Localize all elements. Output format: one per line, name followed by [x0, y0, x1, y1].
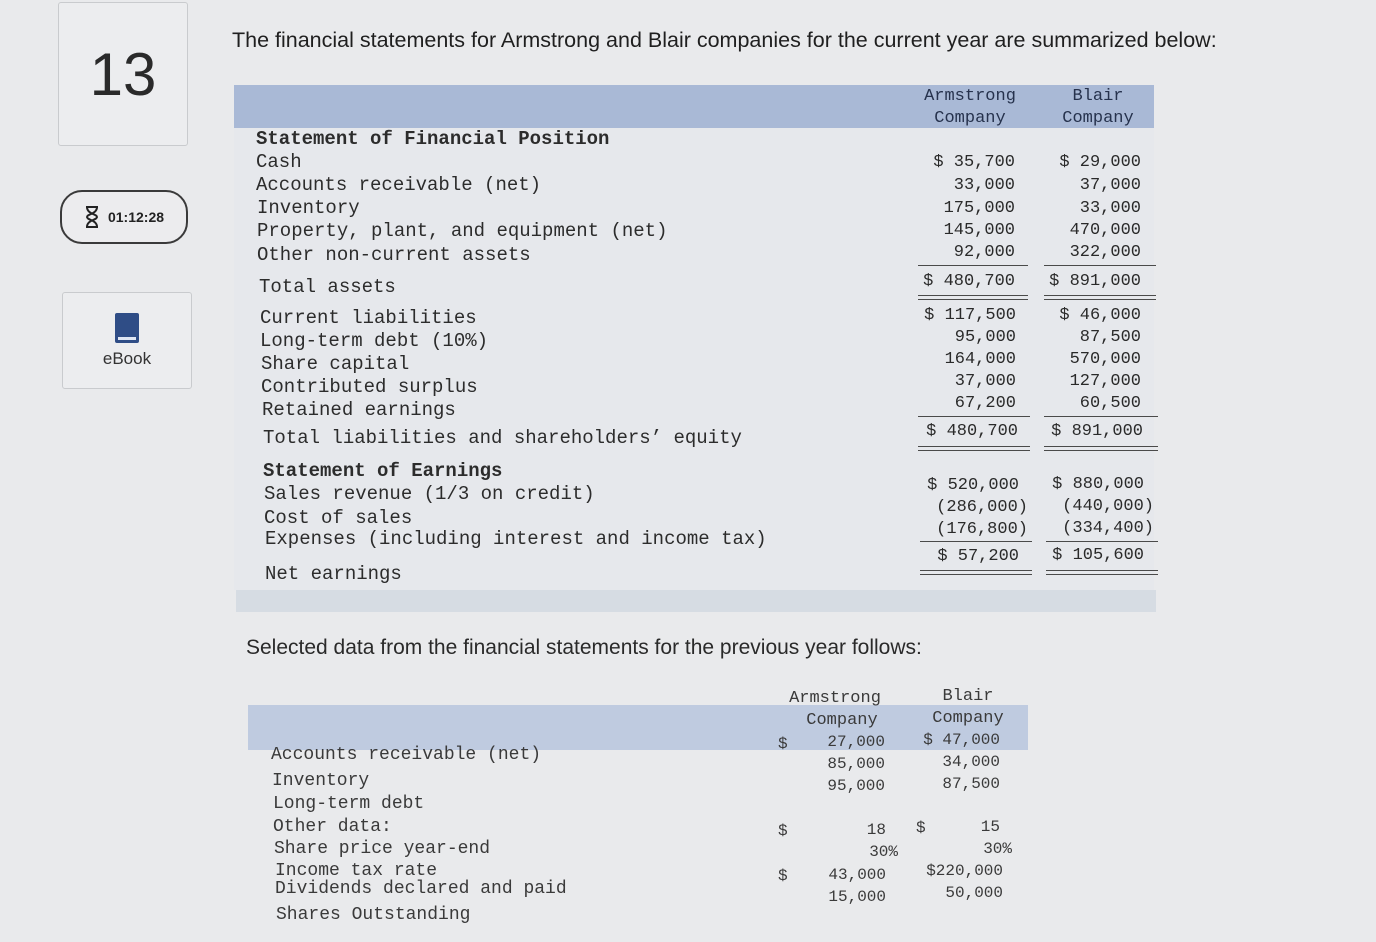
armstrong-value: (286,000)	[936, 498, 1028, 517]
blair-value: 34,000	[942, 753, 1000, 771]
blair-value: (440,000)	[1062, 497, 1154, 516]
armstrong-value: 18	[866, 821, 886, 839]
row-label: Share capital	[261, 353, 410, 375]
row-label: Inventory	[272, 771, 370, 791]
total-double-rule	[918, 446, 1030, 451]
armstrong-value: 43,000	[828, 866, 886, 884]
book-icon	[115, 313, 139, 343]
subtotal-rule	[920, 541, 1032, 542]
blair-value: 322,000	[1069, 243, 1141, 262]
blair-value: $220,000	[926, 862, 1003, 880]
armstrong-value: 85,000	[827, 755, 885, 773]
row-label: Share price year-end	[274, 839, 491, 859]
armstrong-value: 175,000	[943, 199, 1015, 218]
row-label: Contributed surplus	[261, 376, 478, 398]
row-label: Shares Outstanding	[276, 905, 471, 925]
section-title-sfp: Statement of Financial Position	[256, 128, 610, 150]
subtotal-rule	[918, 416, 1030, 417]
row-label: Accounts receivable (net)	[256, 174, 542, 196]
previous-year-heading: Selected data from the financial statements for the previous year follows:	[246, 636, 922, 659]
row-label: Property, plant, and equipment (net)	[257, 220, 668, 242]
col-header-blair: Blair Company	[932, 687, 1004, 728]
blair-value: $ 29,000	[1059, 153, 1141, 172]
blair-value: 470,000	[1069, 221, 1141, 240]
timer-value: 01:12:28	[107, 209, 165, 225]
dollar-sign: $	[916, 819, 926, 837]
total-double-rule	[1044, 295, 1156, 300]
total-double-rule	[1044, 446, 1158, 451]
blair-value: $ 47,000	[923, 731, 1000, 749]
row-label: Long-term debt (10%)	[260, 330, 489, 352]
section-title-soe: Statement of Earnings	[263, 460, 503, 482]
blair-value: $ 105,600	[1052, 546, 1144, 565]
armstrong-value: 67,200	[954, 394, 1016, 413]
timer[interactable]	[60, 190, 188, 244]
blair-value: 60,500	[1079, 394, 1141, 413]
col-header-armstrong: Armstrong Company	[924, 87, 1016, 128]
blair-value: 570,000	[1069, 350, 1141, 369]
row-label: Retained earnings	[262, 399, 456, 421]
ebook-button[interactable]	[62, 292, 192, 389]
row-label: Income tax rate	[275, 861, 438, 881]
armstrong-value: 145,000	[943, 221, 1015, 240]
row-label: Expenses (including interest and income tax)	[265, 528, 767, 550]
total-double-rule	[1046, 570, 1158, 575]
subtotal-rule	[918, 265, 1028, 266]
blair-value: $ 46,000	[1059, 306, 1141, 325]
blair-value: $ 880,000	[1052, 475, 1144, 494]
dollar-sign: $	[778, 735, 788, 753]
armstrong-value: 95,000	[827, 777, 885, 795]
row-label: Current liabilities	[260, 307, 477, 329]
blair-value: $ 891,000	[1049, 272, 1141, 291]
total-double-rule	[920, 570, 1032, 575]
armstrong-value: $ 57,200	[937, 547, 1019, 566]
subtotal-rule	[1046, 541, 1158, 542]
armstrong-value: 164,000	[944, 350, 1016, 369]
row-label: Accounts receivable (net)	[271, 745, 542, 765]
hourglass-icon	[84, 206, 100, 228]
armstrong-value: (176,800)	[936, 520, 1028, 539]
row-label: Inventory	[257, 197, 360, 219]
ebook-label: eBook	[102, 348, 152, 368]
row-label: Other non-current assets	[257, 244, 531, 266]
armstrong-value: 33,000	[953, 176, 1015, 195]
row-label: Total assets	[259, 276, 396, 298]
armstrong-value: 15,000	[828, 888, 886, 906]
armstrong-value: $ 480,700	[926, 422, 1018, 441]
total-double-rule	[918, 295, 1028, 300]
row-label: Cash	[256, 151, 302, 173]
blair-value: 33,000	[1079, 199, 1141, 218]
row-label: Dividends declared and paid	[275, 879, 567, 899]
row-label: Net earnings	[265, 563, 402, 585]
armstrong-value: 37,000	[954, 372, 1016, 391]
blair-value: $ 891,000	[1051, 422, 1143, 441]
row-label: Sales revenue (1/3 on credit)	[264, 483, 595, 505]
armstrong-value: 30%	[869, 843, 898, 861]
armstrong-value: $ 520,000	[927, 476, 1019, 495]
armstrong-value: $ 480,700	[923, 272, 1015, 291]
blair-value: 30%	[983, 840, 1012, 858]
row-label: Long-term debt	[273, 794, 425, 814]
armstrong-value: $ 117,500	[924, 306, 1016, 325]
question-number[interactable]: 13	[58, 2, 188, 146]
subtotal-rule	[1044, 416, 1158, 417]
blair-value: 50,000	[945, 884, 1003, 902]
col-header-blair: Blair Company	[1062, 87, 1134, 128]
armstrong-value: 27,000	[827, 733, 885, 751]
blair-value: 15	[980, 818, 1000, 836]
subtotal-rule	[1044, 265, 1156, 266]
armstrong-value: 95,000	[954, 328, 1016, 347]
blair-value: 87,500	[942, 775, 1000, 793]
blair-value: 127,000	[1069, 372, 1141, 391]
row-label: Total liabilities and shareholders’ equity	[263, 427, 742, 449]
blair-value: 87,500	[1079, 328, 1141, 347]
dollar-sign: $	[778, 822, 788, 840]
armstrong-value: $ 35,700	[933, 153, 1015, 172]
blair-value: (334,400)	[1062, 519, 1154, 538]
question-heading: The financial statements for Armstrong and Blair companies for the current year are summarized below:	[232, 28, 1217, 52]
dollar-sign: $	[778, 867, 788, 885]
col-header-armstrong: Armstrong Company	[789, 689, 881, 730]
armstrong-value: 92,000	[953, 243, 1015, 262]
other-data-label: Other data:	[273, 817, 392, 837]
row-label: Cost of sales	[264, 507, 413, 529]
blair-value: 37,000	[1079, 176, 1141, 195]
